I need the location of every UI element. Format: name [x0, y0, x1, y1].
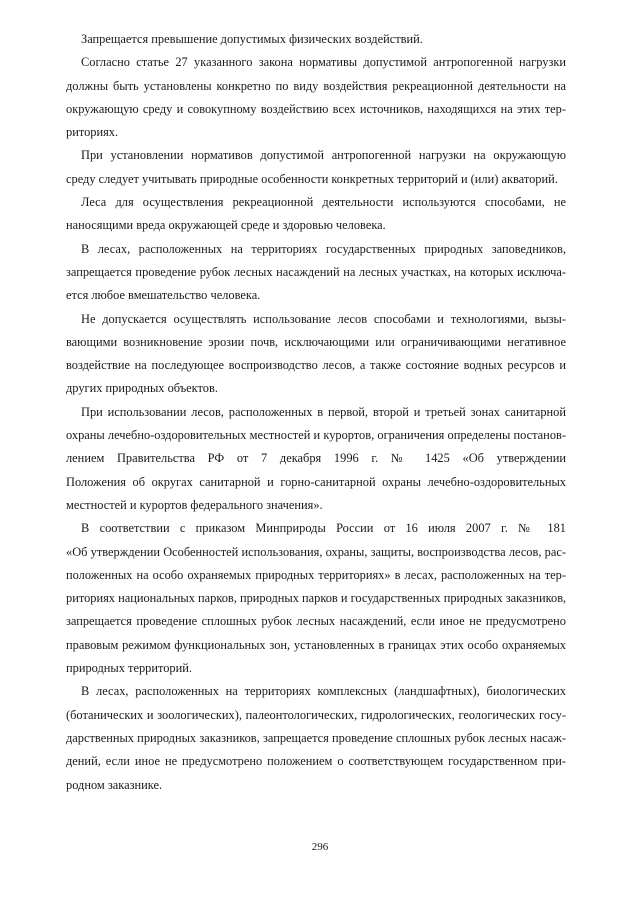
paragraph	[66, 401, 566, 517]
paragraph	[66, 28, 566, 51]
text-line: других природных объектов.	[66, 381, 218, 396]
body-text	[66, 28, 566, 797]
text-line: Запрещается превышение допустимых физических воздействий.	[81, 32, 423, 46]
text-line: должны быть установлены конкретно по виду воздействия рекреационной деятельности на	[66, 78, 566, 93]
text-line: природных территорий.	[66, 661, 192, 676]
text-line: воздействие на последующее воспроизводство лесов, а также состояние водных ресурсов и	[66, 358, 566, 373]
text-line: лением Правительства РФ от 7 декабря 1996 г. № 1425 «Об утверждении	[66, 451, 566, 466]
page-number: 296	[311, 841, 329, 853]
text-line: (ботанических и зоологических), палеонтологических, гидрологических, геологических госу-	[66, 707, 566, 722]
text-line: охраны лечебно-оздоровительных местностей и курортов, ограничения определены постанов-	[66, 428, 566, 443]
text-line: «Об утверждении Особенностей использования, охраны, защиты, воспроизводства лесов, рас-	[66, 544, 566, 559]
text-line: риториях национальных парков, природных парков и государственных природных заказников,	[66, 591, 567, 606]
text-line: местностей и курортов федерального значения».	[66, 497, 323, 512]
text-line: ется любое вмешательство человека.	[66, 288, 261, 303]
text-line: При использовании лесов, расположенных в первой, второй и третьей зонах санитарной	[81, 404, 566, 419]
text-line: запрещается проведение рубок лесных насаждений на лесных участках, на которых исключа-	[66, 264, 566, 279]
text-line: среду следует учитывать природные особенности конкретных территорий и (или) акваторий.	[66, 171, 558, 186]
paragraph	[66, 308, 566, 401]
text-line: Согласно статье 27 указанного закона нормативы допустимой антропогенной нагрузки	[81, 55, 566, 70]
paragraph	[66, 517, 566, 680]
text-line: положенных на особо охраняемых природных территориях» в лесах, расположенных на тер-	[66, 567, 566, 582]
paragraph	[66, 51, 566, 144]
text-line: дарственных природных заказников, запрещается проведение сплошных рубок лесных насаж-	[66, 730, 566, 745]
text-line: родном заказнике.	[66, 777, 163, 792]
text-line: При установлении нормативов допустимой антропогенной нагрузки на окружающую	[81, 148, 566, 163]
text-line: запрещается проведение сплошных рубок лесных насаждений, если иное не предусмотрено	[66, 614, 566, 629]
text-line: Положения об округах санитарной и горно-санитарной охраны лечебно-оздоровительных	[66, 474, 566, 489]
text-line: правовым режимом функциональных зон, установленных в границах этих особо охраняемых	[66, 637, 566, 652]
paragraph	[66, 680, 566, 796]
text-line: дений, если иное не предусмотрено положением о соответствующем государственном при-	[66, 754, 566, 769]
paragraph	[66, 238, 566, 308]
text-line: В соответствии с приказом Минприроды России от 16 июля 2007 г. № 181	[81, 521, 566, 536]
text-line: Не допускается осуществлять использование лесов способами и технологиями, вызы-	[81, 311, 566, 326]
text-line: окружающую среду и совокупному воздействию всех источников, находящихся на этих тер-	[66, 101, 566, 116]
text-line: наносящими вреда окружающей среде и здоровью человека.	[66, 218, 386, 233]
text-line: В лесах, расположенных на территориях государственных природных заповедников,	[81, 241, 566, 256]
paragraph	[66, 191, 566, 238]
paragraph	[66, 144, 566, 191]
text-line: риториях.	[66, 125, 119, 140]
text-line: В лесах, расположенных на территориях комплексных (ландшафтных), биологических	[81, 684, 566, 699]
text-line: Леса для осуществления рекреационной деятельности используются способами, не	[81, 195, 566, 210]
text-line: вающими возникновение эрозии почв, исключающими или ограничивающими негативное	[66, 334, 566, 349]
